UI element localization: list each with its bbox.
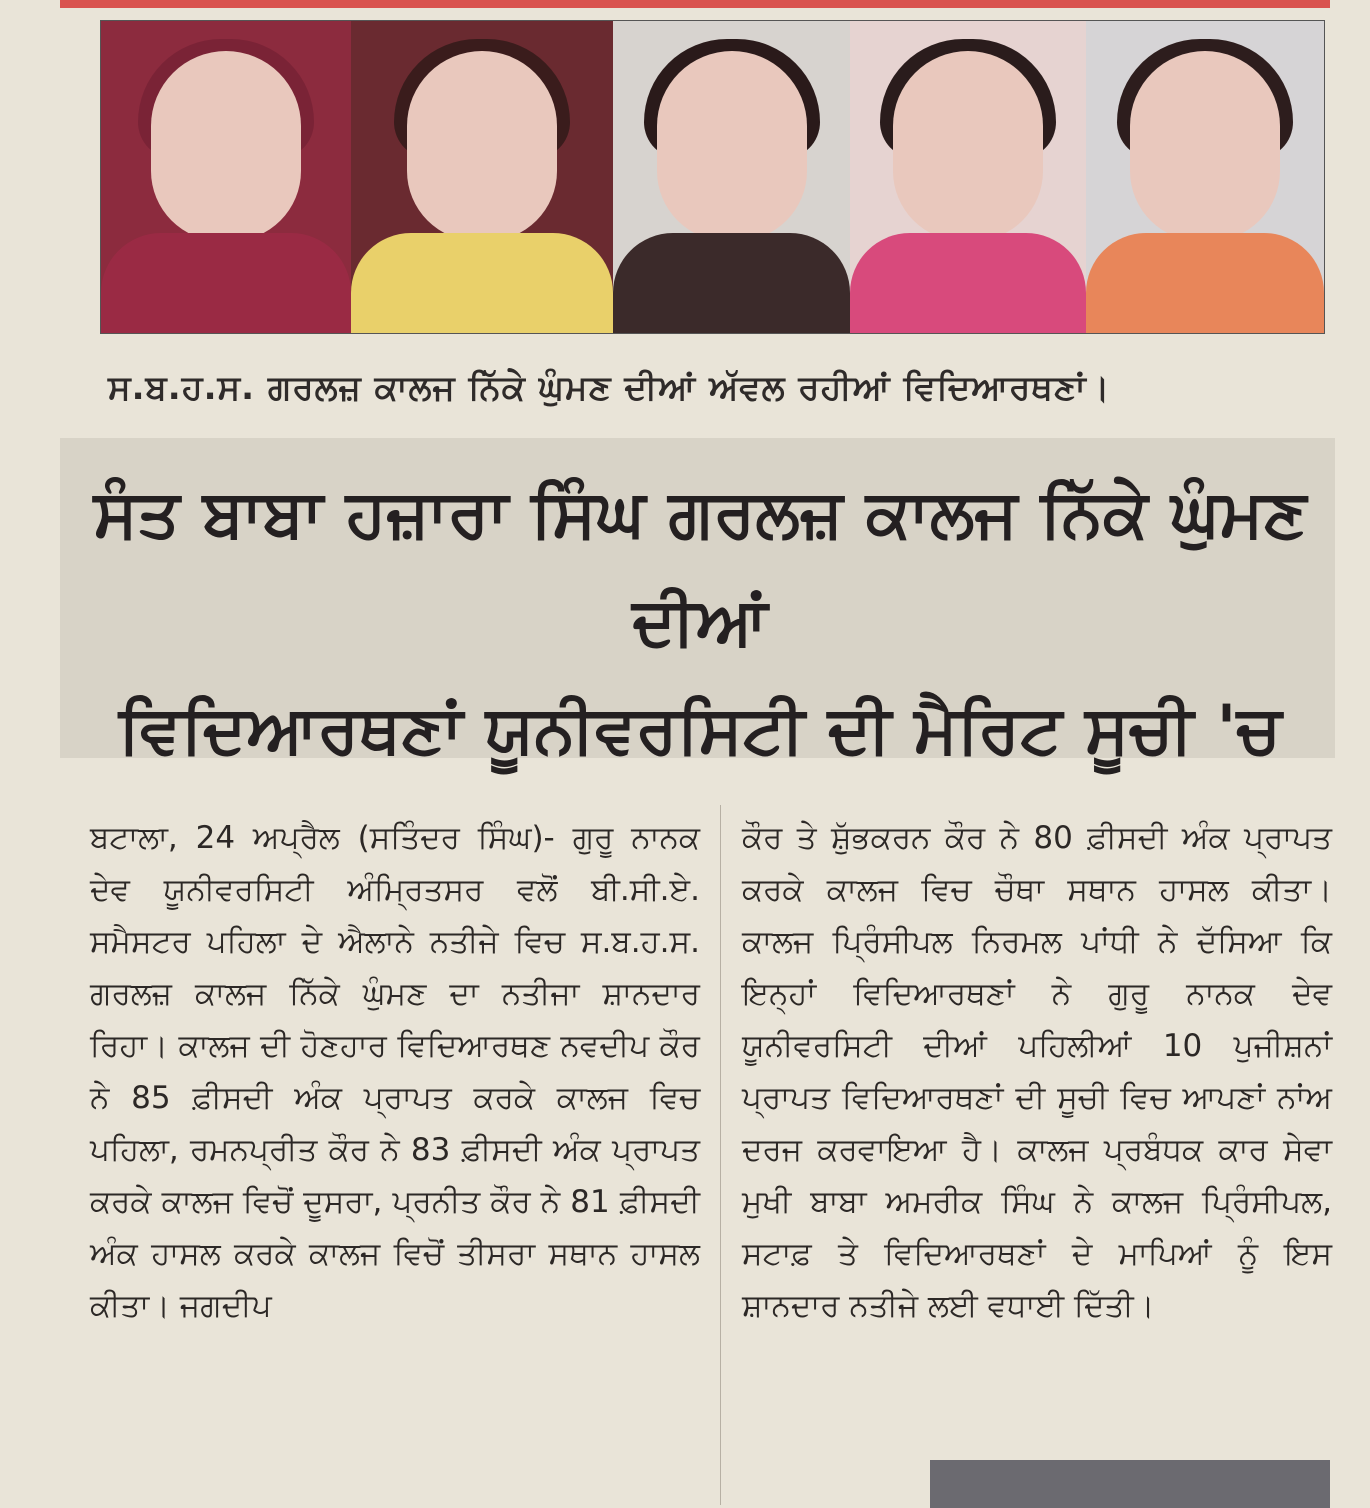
student-photo-5 bbox=[1086, 21, 1324, 333]
next-article-photo-edge bbox=[930, 1460, 1330, 1508]
photo-caption: ਸ.ਬ.ਹ.ਸ. ਗਰਲਜ਼ ਕਾਲਜ ਨਿੱਕੇ ਘੁੰਮਣ ਦੀਆਂ ਅੱਵਲ ਰਹੀਆਂ ਵਿਦਿਆਰਥਣਾਂ। bbox=[108, 368, 1111, 408]
article-column-left: ਬਟਾਲਾ, 24 ਅਪ੍ਰੈਲ (ਸਤਿੰਦਰ ਸਿੰਘ)- ਗੁਰੂ ਨਾਨਕ ਦੇਵ ਯੂਨੀਵਰਸਿਟੀ ਅੰਮ੍ਰਿਤਸਰ ਵਲੋਂ ਬੀ.ਸੀ.ਏ. ਸਮੈਸਟਰ ਪਹਿਲਾ ਦੇ ਐਲਾਨੇ ਨਤੀਜੇ ਵਿਚ ਸ.ਬ.ਹ.ਸ. ਗਰਲਜ਼ ਕਾਲਜ ਨਿੱਕੇ ਘੁੰਮਣ ਦਾ ਨਤੀਜਾ ਸ਼ਾਨਦਾਰ ਰਿਹਾ। ਕਾਲਜ ਦੀ ਹੋਣਹਾਰ ਵਿਦਿਆਰਥਣ ਨਵਦੀਪ ਕੌਰ ਨੇ 85 ਫ਼ੀਸਦੀ ਅੰਕ ਪ੍ਰਾਪਤ ਕਰਕੇ ਕਾਲਜ ਵਿਚ ਪਹਿਲਾ, ਰਮਨਪ੍ਰੀਤ ਕੌਰ ਨੇ 83 ਫ਼ੀਸਦੀ ਅੰਕ ਪ੍ਰਾਪਤ ਕਰਕੇ ਕਾਲਜ ਵਿਚੋਂ ਦੂਸਰਾ, ਪ੍ਰਨੀਤ ਕੌਰ ਨੇ 81 ਫ਼ੀਸਦੀ ਅੰਕ ਹਾਸਲ ਕਰਕੇ ਕਾਲਜ ਵਿਚੋਂ ਤੀਸਰਾ ਸਥਾਨ ਹਾਸਲ ਕੀਤਾ। ਜਗਦੀਪ bbox=[90, 820, 700, 1324]
article-column-right: ਕੌਰ ਤੇ ਸ਼ੁੱਭਕਰਨ ਕੌਰ ਨੇ 80 ਫ਼ੀਸਦੀ ਅੰਕ ਪ੍ਰਾਪਤ ਕਰਕੇ ਕਾਲਜ ਵਿਚ ਚੌਥਾ ਸਥਾਨ ਹਾਸਲ ਕੀਤਾ। ਕਾਲਜ ਪ੍ਰਿੰਸੀਪਲ ਨਿਰਮਲ ਪਾਂਧੀ ਨੇ ਦੱਸਿਆ ਕਿ ਇਨ੍ਹਾਂ ਵਿਦਿਆਰਥਣਾਂ ਨੇ ਗੁਰੂ ਨਾਨਕ ਦੇਵ ਯੂਨੀਵਰਸਿਟੀ ਦੀਆਂ ਪਹਿਲੀਆਂ 10 ਪੁਜੀਸ਼ਨਾਂ ਪ੍ਰਾਪਤ ਵਿਦਿਆਰਥਣਾਂ ਦੀ ਸੂਚੀ ਵਿਚ ਆਪਣਾਂ ਨਾਂਅ ਦਰਜ ਕਰਵਾਇਆ ਹੈ। ਕਾਲਜ ਪ੍ਰਬੰਧਕ ਕਾਰ ਸੇਵਾ ਮੁਖੀ ਬਾਬਾ ਅਮਰੀਕ ਸਿੰਘ ਨੇ ਕਾਲਜ ਪ੍ਰਿੰਸੀਪਲ, ਸਟਾਫ਼ ਤੇ ਵਿਦਿਆਰਥਣਾਂ ਦੇ ਮਾਪਿਆਂ ਨੂੰ ਇਸ ਸ਼ਾਨਦਾਰ ਨਤੀਜੇ ਲਈ ਵਧਾਈ ਦਿੱਤੀ। bbox=[742, 820, 1332, 1324]
column-divider bbox=[720, 805, 721, 1505]
student-photo-3 bbox=[613, 21, 850, 333]
student-photo-2 bbox=[351, 21, 613, 333]
student-photo-4 bbox=[850, 21, 1086, 333]
headline bbox=[80, 460, 1320, 784]
student-photos-strip bbox=[100, 20, 1325, 334]
top-red-rule bbox=[60, 0, 1330, 8]
headline-line-1: ਸੰਤ ਬਾਬਾ ਹਜ਼ਾਰਾ ਸਿੰਘ ਗਰਲਜ਼ ਕਾਲਜ ਨਿੱਕੇ ਘੁੰਮਣ ਦੀਆਂ bbox=[93, 475, 1307, 660]
headline-line-2: ਵਿਦਿਆਰਥਣਾਂ ਯੂਨੀਵਰਸਿਟੀ ਦੀ ਮੈਰਿਟ ਸੂਚੀ 'ਚ bbox=[118, 691, 1282, 768]
student-photo-1 bbox=[101, 21, 351, 333]
